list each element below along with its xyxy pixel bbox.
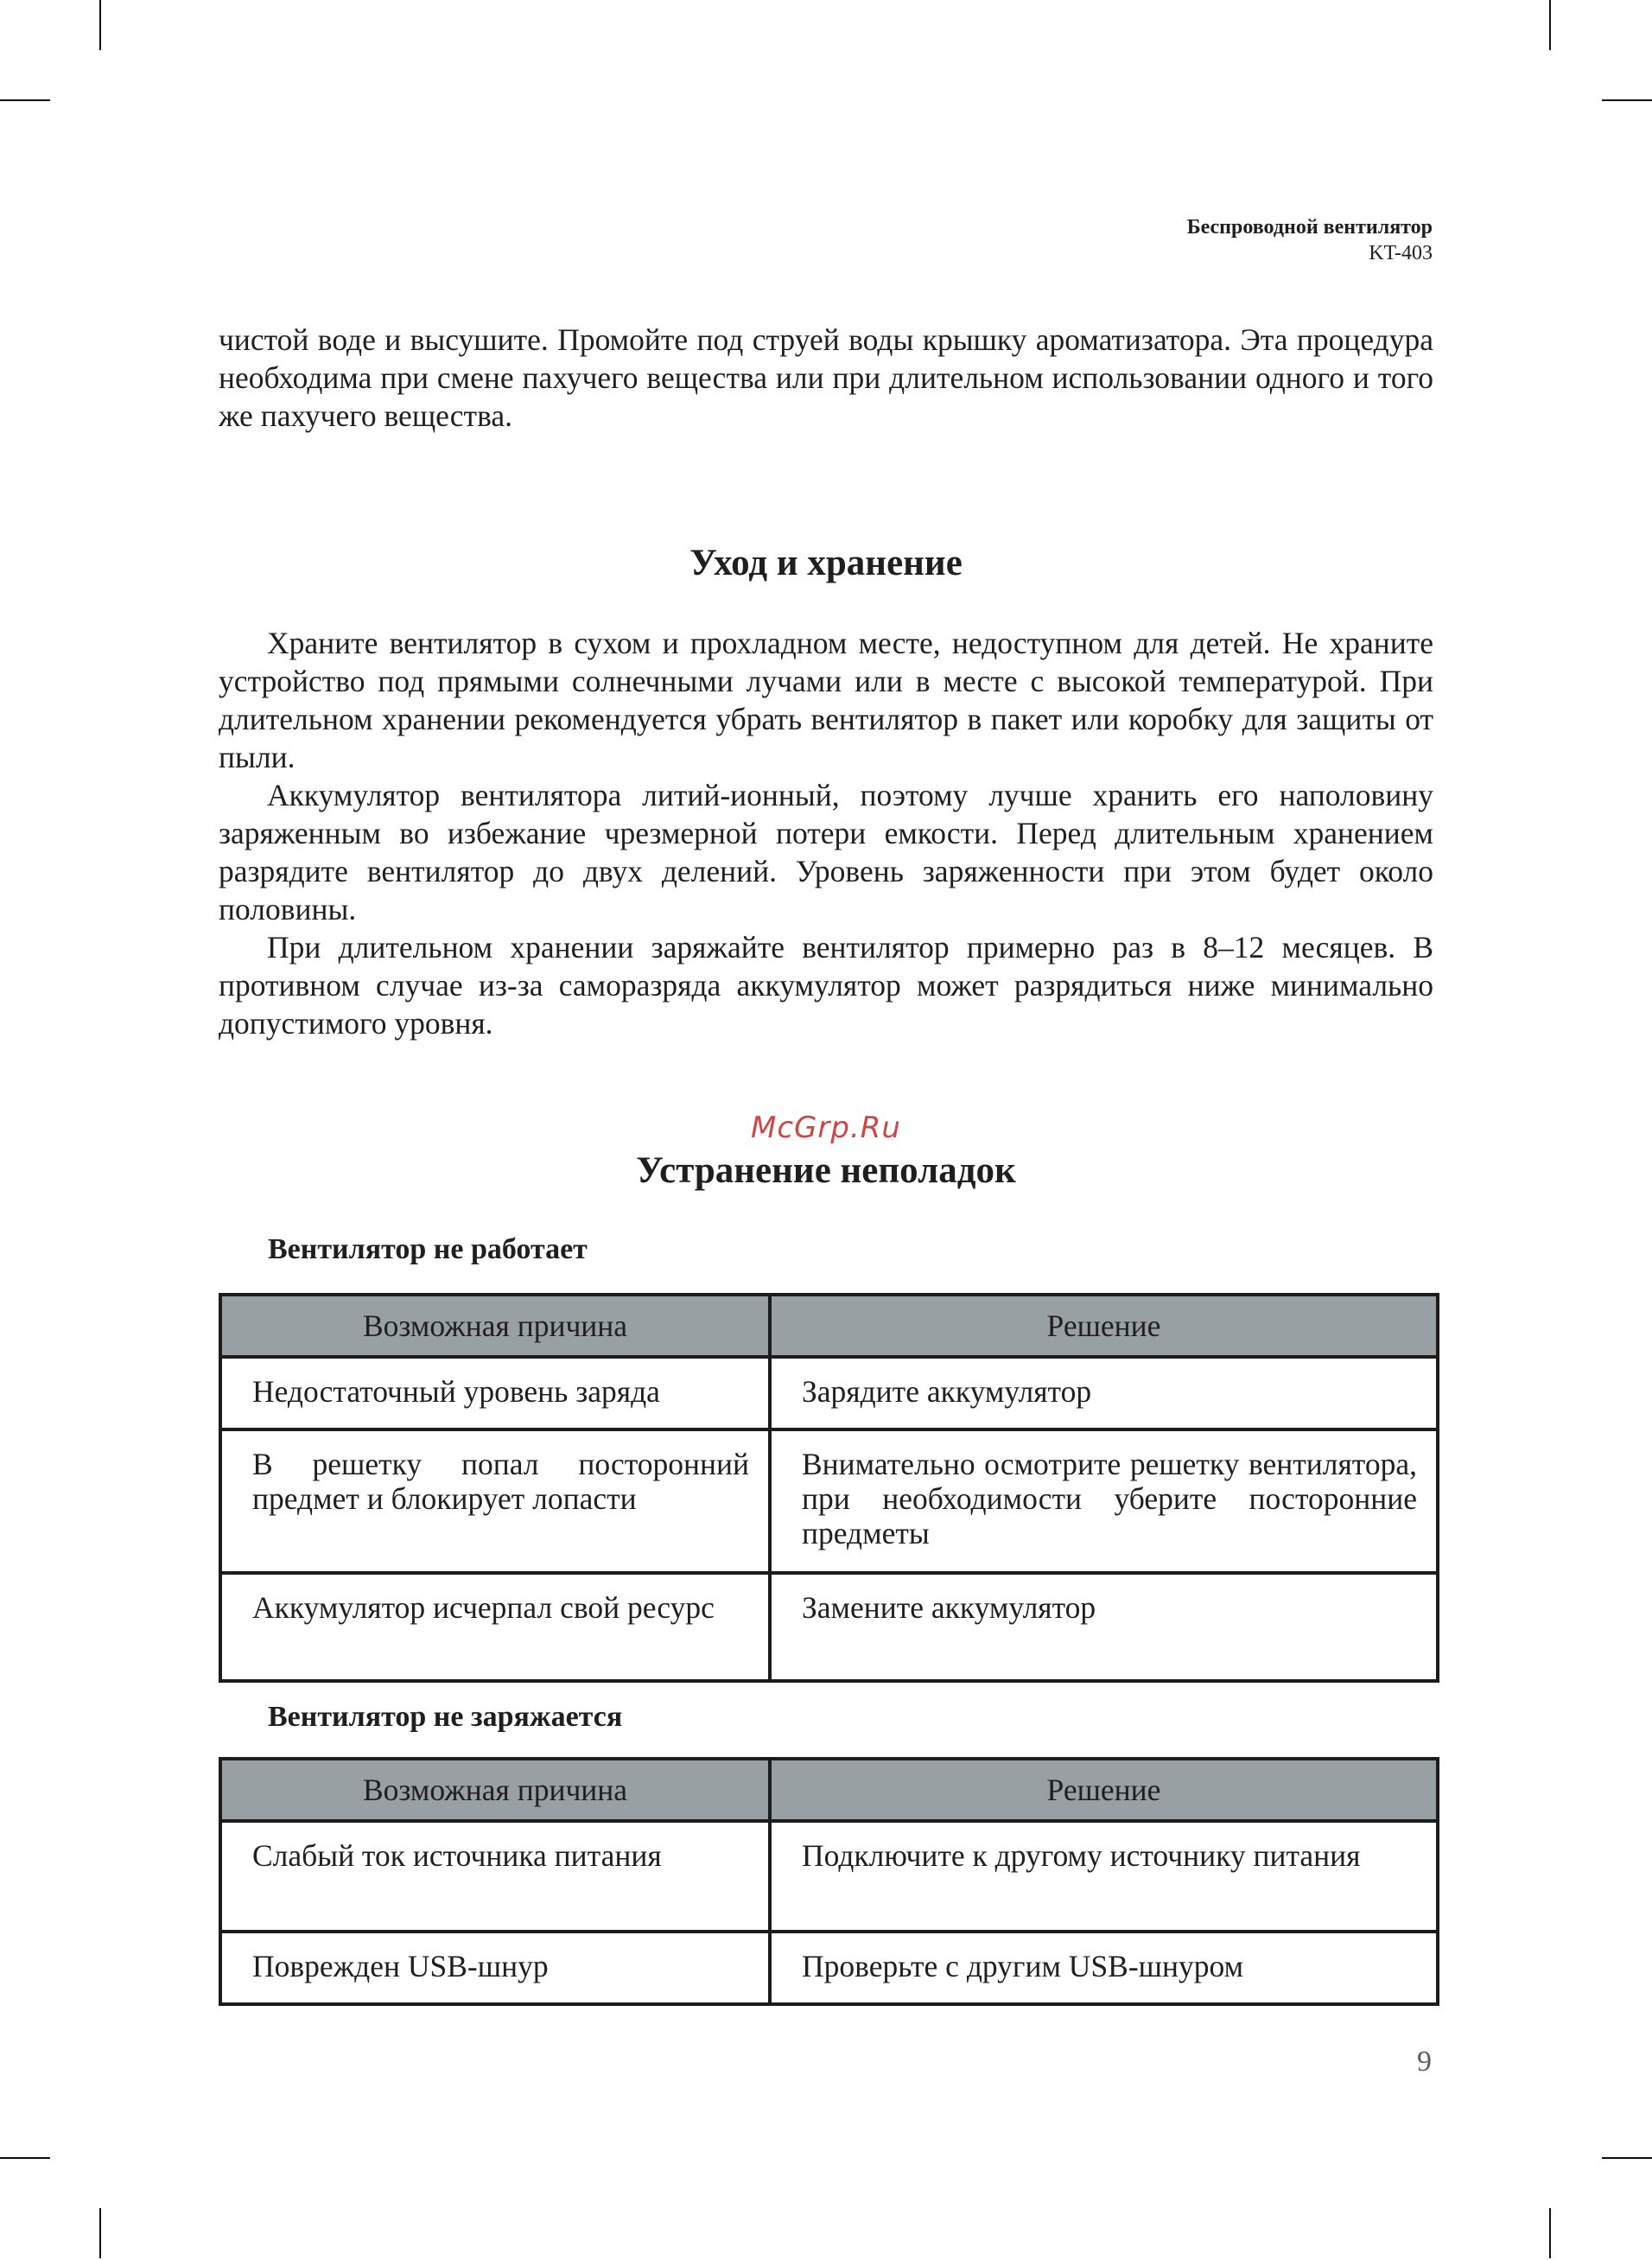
crop-mark	[1602, 2157, 1652, 2159]
care-paragraph: Аккумулятор вентилятора литий-ионный, поэтому лучше хранить его наполовину заряженным во избежание чрезмерной потери емкости. Перед длительным хранением разрядите вентилятор до двух делений. Уровень заряженности при этом будет около половины.	[219, 778, 1433, 926]
column-header-solution: Решение	[770, 1759, 1438, 1821]
crop-mark	[0, 99, 50, 101]
header-model: KT-403	[1369, 242, 1433, 264]
care-heading: Уход и хранение	[689, 543, 963, 583]
table1-subheading: Вентилятор не работает	[268, 1233, 588, 1265]
solution-cell: Проверьте с другим USB-шнуром	[770, 1932, 1438, 2004]
intro-paragraph: чистой воде и высушите. Промойте под струей воды крышку ароматизатора. Эта процедура необходима при смене пахучего вещества или при длительном использовании одного и того же пахучего вещества.	[219, 322, 1433, 433]
crop-mark	[99, 2208, 101, 2258]
care-paragraph: Храните вентилятор в сухом и прохладном месте, недоступном для детей. Не храните устройство под прямыми солнечными лучами или в месте с высокой температурой. При длительном хранении рекомендуется убрать вентилятор в пакет или коробку для защиты от пыли.	[219, 626, 1433, 774]
column-header-cause: Возможная причина	[220, 1759, 770, 1821]
column-header-cause: Возможная причина	[220, 1295, 770, 1357]
solution-cell: Замените аккумулятор	[770, 1573, 1438, 1681]
crop-mark	[1549, 2208, 1551, 2258]
column-header-solution: Решение	[770, 1295, 1438, 1357]
cause-cell: Поврежден USB-шнур	[220, 1932, 770, 2004]
solution-cell: Зарядите аккумулятор	[770, 1357, 1438, 1429]
care-heading-block	[219, 542, 1433, 584]
table-row	[220, 1932, 1438, 2004]
table-header-row	[220, 1295, 1438, 1357]
header-title: Беспроводной вентилятор	[1186, 216, 1433, 239]
table-header-row	[220, 1759, 1438, 1821]
crop-mark	[1602, 99, 1652, 101]
cause-cell: Слабый ток источника питания	[220, 1821, 770, 1932]
solution-cell: Подключите к другому источнику питания	[770, 1821, 1438, 1932]
page-number: 9	[1417, 2046, 1432, 2078]
solution-cell: Внимательно осмотрите решетку вентилятора, при необходимости уберите посторонние предметы	[770, 1429, 1438, 1573]
table1-subheading-block	[219, 1233, 1433, 1266]
table-row	[220, 1429, 1438, 1573]
troubleshooting-heading: Устранение неполадок	[636, 1150, 1016, 1191]
table2-subheading: Вентилятор не заряжается	[268, 1701, 623, 1733]
cause-cell: Аккумулятор исчерпал свой ресурс	[220, 1573, 770, 1681]
table-row	[220, 1357, 1438, 1429]
table-row	[220, 1573, 1438, 1681]
table2-subheading-block	[219, 1701, 1433, 1734]
watermark: McGrp.Ru	[751, 1111, 901, 1145]
running-header	[1187, 214, 1433, 266]
troubleshooting-heading-block	[219, 1149, 1433, 1192]
cause-cell: Недостаточный уровень заряда	[220, 1357, 770, 1429]
troubleshooting-table-not-charging	[219, 1757, 1439, 2006]
crop-mark	[99, 0, 101, 50]
intro-block	[219, 321, 1433, 435]
cause-cell: В решетку попал посторонний предмет и блокирует лопасти	[220, 1429, 770, 1573]
care-body	[219, 624, 1433, 1042]
crop-mark	[1549, 0, 1551, 50]
table-row	[220, 1821, 1438, 1932]
troubleshooting-table-not-working	[219, 1293, 1439, 1683]
crop-mark	[0, 2157, 50, 2159]
care-paragraph: При длительном хранении заряжайте вентилятор примерно раз в 8–12 месяцев. В противном случае из-за саморазряда аккумулятор может разрядиться ниже минимально допустимого уровня.	[219, 930, 1433, 1041]
